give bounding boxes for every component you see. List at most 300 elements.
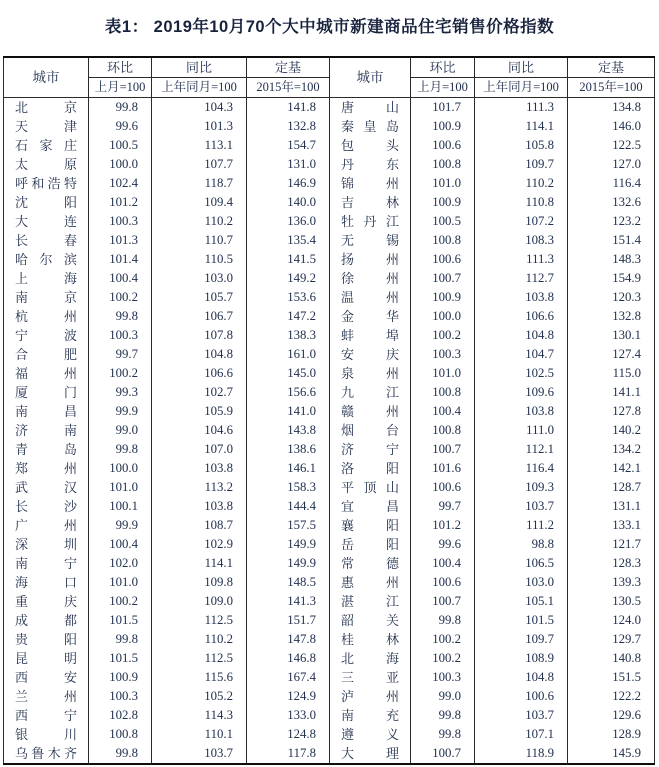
header-yoy-left: 同比 [152, 57, 247, 78]
mom-value-cell: 100.3 [89, 212, 152, 231]
city-cell: 扬州 [330, 250, 411, 269]
base-value-cell: 142.1 [568, 459, 655, 478]
city-cell: 武汉 [4, 478, 89, 497]
mom-value-cell: 99.0 [411, 687, 475, 706]
city-cell: 吉林 [330, 193, 411, 212]
mom-value-cell: 100.4 [411, 554, 475, 573]
base-value-cell: 127.4 [568, 345, 655, 364]
header-fixed-base-left: 2015年=100 [247, 78, 330, 98]
yoy-value-cell: 114.1 [475, 117, 568, 136]
table-row [4, 535, 655, 554]
mom-value-cell: 100.8 [411, 231, 475, 250]
city-cell: 重庆 [4, 592, 89, 611]
city-cell: 济宁 [330, 440, 411, 459]
base-value-cell: 141.1 [568, 383, 655, 402]
yoy-value-cell: 103.7 [475, 497, 568, 516]
base-value-cell: 123.2 [568, 212, 655, 231]
base-value-cell: 151.7 [247, 611, 330, 630]
table-row [4, 364, 655, 383]
city-cell: 无锡 [330, 231, 411, 250]
base-value-cell: 129.7 [568, 630, 655, 649]
yoy-value-cell: 118.9 [475, 744, 568, 764]
mom-value-cell: 99.8 [411, 611, 475, 630]
mom-value-cell: 100.4 [89, 269, 152, 288]
city-cell: 蚌埠 [330, 326, 411, 345]
base-value-cell: 134.8 [568, 98, 655, 118]
yoy-value-cell: 112.5 [152, 611, 247, 630]
yoy-value-cell: 109.0 [152, 592, 247, 611]
base-value-cell: 130.5 [568, 592, 655, 611]
yoy-value-cell: 115.6 [152, 668, 247, 687]
mom-value-cell: 100.7 [411, 592, 475, 611]
yoy-value-cell: 108.7 [152, 516, 247, 535]
base-value-cell: 148.5 [247, 573, 330, 592]
header-yoy-base-right: 上年同月=100 [475, 78, 568, 98]
header-fixedbase-right: 定基 [568, 57, 655, 78]
city-cell: 丹东 [330, 155, 411, 174]
yoy-value-cell: 111.2 [475, 516, 568, 535]
header-mom-base-left: 上月=100 [89, 78, 152, 98]
base-value-cell: 151.4 [568, 231, 655, 250]
city-cell: 深圳 [4, 535, 89, 554]
yoy-value-cell: 106.7 [152, 307, 247, 326]
mom-value-cell: 100.2 [411, 326, 475, 345]
mom-value-cell: 100.6 [411, 478, 475, 497]
base-value-cell: 141.3 [247, 592, 330, 611]
yoy-value-cell: 104.3 [152, 98, 247, 118]
mom-value-cell: 100.3 [411, 345, 475, 364]
mom-value-cell: 100.8 [89, 725, 152, 744]
city-cell: 长春 [4, 231, 89, 250]
city-cell: 济南 [4, 421, 89, 440]
yoy-value-cell: 103.0 [152, 269, 247, 288]
mom-value-cell: 99.8 [89, 98, 152, 118]
base-value-cell: 145.9 [568, 744, 655, 764]
city-cell: 乌鲁木齐 [4, 744, 89, 764]
table-row [4, 212, 655, 231]
base-value-cell: 140.8 [568, 649, 655, 668]
city-cell: 韶关 [330, 611, 411, 630]
mom-value-cell: 101.4 [89, 250, 152, 269]
base-value-cell: 127.0 [568, 155, 655, 174]
yoy-value-cell: 110.1 [152, 725, 247, 744]
table-row [4, 269, 655, 288]
table-row [4, 706, 655, 725]
mom-value-cell: 100.6 [411, 136, 475, 155]
city-cell: 襄阳 [330, 516, 411, 535]
base-value-cell: 156.6 [247, 383, 330, 402]
base-value-cell: 141.8 [247, 98, 330, 118]
base-value-cell: 148.3 [568, 250, 655, 269]
city-cell: 泉州 [330, 364, 411, 383]
city-cell: 杭州 [4, 307, 89, 326]
yoy-value-cell: 107.1 [475, 725, 568, 744]
city-cell: 平顶山 [330, 478, 411, 497]
base-value-cell: 149.9 [247, 554, 330, 573]
yoy-value-cell: 107.8 [152, 326, 247, 345]
city-cell: 九江 [330, 383, 411, 402]
yoy-value-cell: 107.2 [475, 212, 568, 231]
city-cell: 北京 [4, 98, 89, 118]
base-value-cell: 153.6 [247, 288, 330, 307]
yoy-value-cell: 114.1 [152, 554, 247, 573]
header-city-right: 城市 [330, 57, 411, 98]
city-cell: 安庆 [330, 345, 411, 364]
city-cell: 上海 [4, 269, 89, 288]
yoy-value-cell: 110.2 [152, 630, 247, 649]
yoy-value-cell: 103.7 [152, 744, 247, 764]
city-cell: 包头 [330, 136, 411, 155]
base-value-cell: 122.2 [568, 687, 655, 706]
mom-value-cell: 100.4 [411, 402, 475, 421]
table-row [4, 440, 655, 459]
yoy-value-cell: 110.8 [475, 193, 568, 212]
base-value-cell: 136.0 [247, 212, 330, 231]
mom-value-cell: 101.5 [89, 649, 152, 668]
base-value-cell: 145.0 [247, 364, 330, 383]
mom-value-cell: 100.4 [89, 535, 152, 554]
mom-value-cell: 99.8 [89, 630, 152, 649]
yoy-value-cell: 112.5 [152, 649, 247, 668]
base-value-cell: 132.6 [568, 193, 655, 212]
city-cell: 银川 [4, 725, 89, 744]
base-value-cell: 132.8 [568, 307, 655, 326]
mom-value-cell: 101.5 [89, 611, 152, 630]
mom-value-cell: 100.0 [89, 155, 152, 174]
yoy-value-cell: 110.7 [152, 231, 247, 250]
city-cell: 宁波 [4, 326, 89, 345]
mom-value-cell: 100.5 [89, 136, 152, 155]
city-cell: 昆明 [4, 649, 89, 668]
table-row [4, 174, 655, 193]
yoy-value-cell: 103.7 [475, 706, 568, 725]
yoy-value-cell: 106.6 [152, 364, 247, 383]
yoy-value-cell: 109.7 [475, 630, 568, 649]
mom-value-cell: 102.4 [89, 174, 152, 193]
base-value-cell: 130.1 [568, 326, 655, 345]
mom-value-cell: 101.0 [411, 174, 475, 193]
city-cell: 海口 [4, 573, 89, 592]
base-value-cell: 146.1 [247, 459, 330, 478]
table-row [4, 497, 655, 516]
mom-value-cell: 99.7 [89, 345, 152, 364]
price-index-table [3, 56, 655, 765]
yoy-value-cell: 98.8 [475, 535, 568, 554]
base-value-cell: 115.0 [568, 364, 655, 383]
base-value-cell: 129.6 [568, 706, 655, 725]
city-cell: 岳阳 [330, 535, 411, 554]
table-header [4, 57, 655, 98]
mom-value-cell: 101.2 [411, 516, 475, 535]
base-value-cell: 124.0 [568, 611, 655, 630]
yoy-value-cell: 111.0 [475, 421, 568, 440]
yoy-value-cell: 106.5 [475, 554, 568, 573]
yoy-value-cell: 105.1 [475, 592, 568, 611]
mom-value-cell: 102.8 [89, 706, 152, 725]
base-value-cell: 161.0 [247, 345, 330, 364]
table-row [4, 345, 655, 364]
mom-value-cell: 100.9 [89, 668, 152, 687]
table-row [4, 516, 655, 535]
yoy-value-cell: 105.8 [475, 136, 568, 155]
yoy-value-cell: 104.8 [475, 326, 568, 345]
base-value-cell: 121.7 [568, 535, 655, 554]
city-cell: 长沙 [4, 497, 89, 516]
table-row [4, 459, 655, 478]
base-value-cell: 128.9 [568, 725, 655, 744]
base-value-cell: 140.0 [247, 193, 330, 212]
yoy-value-cell: 112.7 [475, 269, 568, 288]
table-row [4, 611, 655, 630]
base-value-cell: 146.0 [568, 117, 655, 136]
mom-value-cell: 101.0 [89, 478, 152, 497]
yoy-value-cell: 110.5 [152, 250, 247, 269]
city-cell: 遵义 [330, 725, 411, 744]
base-value-cell: 167.4 [247, 668, 330, 687]
base-value-cell: 128.7 [568, 478, 655, 497]
header-mom-right: 环比 [411, 57, 475, 78]
mom-value-cell: 100.2 [89, 364, 152, 383]
table-row [4, 630, 655, 649]
yoy-value-cell: 103.8 [152, 497, 247, 516]
mom-value-cell: 100.7 [411, 440, 475, 459]
yoy-value-cell: 111.3 [475, 98, 568, 118]
mom-value-cell: 100.2 [411, 649, 475, 668]
yoy-value-cell: 109.6 [475, 383, 568, 402]
yoy-value-cell: 110.2 [475, 174, 568, 193]
mom-value-cell: 100.9 [411, 117, 475, 136]
yoy-value-cell: 116.4 [475, 459, 568, 478]
mom-value-cell: 100.2 [89, 288, 152, 307]
base-value-cell: 146.8 [247, 649, 330, 668]
city-cell: 哈尔滨 [4, 250, 89, 269]
mom-value-cell: 101.2 [89, 193, 152, 212]
yoy-value-cell: 105.9 [152, 402, 247, 421]
base-value-cell: 154.7 [247, 136, 330, 155]
city-cell: 烟台 [330, 421, 411, 440]
base-value-cell: 134.2 [568, 440, 655, 459]
base-value-cell: 120.3 [568, 288, 655, 307]
header-fixedbase-left: 定基 [247, 57, 330, 78]
yoy-value-cell: 109.4 [152, 193, 247, 212]
yoy-value-cell: 109.3 [475, 478, 568, 497]
mom-value-cell: 100.9 [411, 288, 475, 307]
base-value-cell: 133.1 [568, 516, 655, 535]
base-value-cell: 124.9 [247, 687, 330, 706]
yoy-value-cell: 109.7 [475, 155, 568, 174]
header-mom-left: 环比 [89, 57, 152, 78]
base-value-cell: 140.2 [568, 421, 655, 440]
mom-value-cell: 99.9 [89, 402, 152, 421]
yoy-value-cell: 109.8 [152, 573, 247, 592]
yoy-value-cell: 111.3 [475, 250, 568, 269]
city-cell: 桂林 [330, 630, 411, 649]
mom-value-cell: 100.7 [411, 269, 475, 288]
city-cell: 三亚 [330, 668, 411, 687]
city-cell: 南宁 [4, 554, 89, 573]
base-value-cell: 146.9 [247, 174, 330, 193]
city-cell: 南京 [4, 288, 89, 307]
yoy-value-cell: 105.7 [152, 288, 247, 307]
mom-value-cell: 99.3 [89, 383, 152, 402]
mom-value-cell: 99.6 [411, 535, 475, 554]
city-cell: 厦门 [4, 383, 89, 402]
city-cell: 北海 [330, 649, 411, 668]
city-cell: 郑州 [4, 459, 89, 478]
city-cell: 天津 [4, 117, 89, 136]
city-cell: 南昌 [4, 402, 89, 421]
city-cell: 南充 [330, 706, 411, 725]
base-value-cell: 149.9 [247, 535, 330, 554]
mom-value-cell: 100.6 [411, 573, 475, 592]
yoy-value-cell: 108.3 [475, 231, 568, 250]
base-value-cell: 124.8 [247, 725, 330, 744]
mom-value-cell: 100.9 [411, 193, 475, 212]
city-cell: 温州 [330, 288, 411, 307]
city-cell: 大连 [4, 212, 89, 231]
mom-value-cell: 99.9 [89, 516, 152, 535]
table-row [4, 668, 655, 687]
table-row [4, 725, 655, 744]
yoy-value-cell: 100.6 [475, 687, 568, 706]
table-row [4, 98, 655, 118]
mom-value-cell: 99.8 [89, 744, 152, 764]
base-value-cell: 144.4 [247, 497, 330, 516]
base-value-cell: 122.5 [568, 136, 655, 155]
table-row [4, 554, 655, 573]
yoy-value-cell: 103.8 [475, 402, 568, 421]
mom-value-cell: 100.7 [411, 744, 475, 764]
city-cell: 宜昌 [330, 497, 411, 516]
city-cell: 成都 [4, 611, 89, 630]
yoy-value-cell: 103.8 [475, 288, 568, 307]
yoy-value-cell: 104.7 [475, 345, 568, 364]
city-cell: 合肥 [4, 345, 89, 364]
yoy-value-cell: 107.7 [152, 155, 247, 174]
yoy-value-cell: 118.7 [152, 174, 247, 193]
base-value-cell: 151.5 [568, 668, 655, 687]
yoy-value-cell: 101.5 [475, 611, 568, 630]
table-row [4, 117, 655, 136]
city-cell: 石家庄 [4, 136, 89, 155]
mom-value-cell: 100.1 [89, 497, 152, 516]
table-row [4, 307, 655, 326]
header-mom-base-right: 上月=100 [411, 78, 475, 98]
base-value-cell: 139.3 [568, 573, 655, 592]
mom-value-cell: 100.6 [411, 250, 475, 269]
table-row [4, 592, 655, 611]
city-cell: 锦州 [330, 174, 411, 193]
table-body [4, 98, 655, 765]
table-row [4, 649, 655, 668]
mom-value-cell: 99.0 [89, 421, 152, 440]
table-row [4, 573, 655, 592]
city-cell: 洛阳 [330, 459, 411, 478]
table-row [4, 155, 655, 174]
header-yoy-base-left: 上年同月=100 [152, 78, 247, 98]
base-value-cell: 133.0 [247, 706, 330, 725]
base-value-cell: 147.8 [247, 630, 330, 649]
mom-value-cell: 100.0 [89, 459, 152, 478]
yoy-value-cell: 105.2 [152, 687, 247, 706]
yoy-value-cell: 114.3 [152, 706, 247, 725]
city-cell: 福州 [4, 364, 89, 383]
city-cell: 太原 [4, 155, 89, 174]
yoy-value-cell: 107.0 [152, 440, 247, 459]
mom-value-cell: 101.3 [89, 231, 152, 250]
table-row [4, 250, 655, 269]
city-cell: 大理 [330, 744, 411, 764]
mom-value-cell: 101.7 [411, 98, 475, 118]
base-value-cell: 128.3 [568, 554, 655, 573]
base-value-cell: 131.0 [247, 155, 330, 174]
mom-value-cell: 99.7 [411, 497, 475, 516]
table-row [4, 136, 655, 155]
base-value-cell: 127.8 [568, 402, 655, 421]
yoy-value-cell: 102.7 [152, 383, 247, 402]
mom-value-cell: 101.0 [89, 573, 152, 592]
mom-value-cell: 100.8 [411, 383, 475, 402]
table-row [4, 193, 655, 212]
mom-value-cell: 100.3 [411, 668, 475, 687]
base-value-cell: 157.5 [247, 516, 330, 535]
table-row [4, 478, 655, 497]
base-value-cell: 143.8 [247, 421, 330, 440]
base-value-cell: 116.4 [568, 174, 655, 193]
mom-value-cell: 100.5 [411, 212, 475, 231]
city-cell: 常德 [330, 554, 411, 573]
mom-value-cell: 100.3 [89, 687, 152, 706]
mom-value-cell: 101.0 [411, 364, 475, 383]
table-row [4, 402, 655, 421]
mom-value-cell: 99.8 [89, 440, 152, 459]
base-value-cell: 117.8 [247, 744, 330, 764]
mom-value-cell: 102.0 [89, 554, 152, 573]
table-row [4, 687, 655, 706]
table-row [4, 421, 655, 440]
base-value-cell: 154.9 [568, 269, 655, 288]
base-value-cell: 138.3 [247, 326, 330, 345]
table-row [4, 288, 655, 307]
table-row [4, 744, 655, 764]
yoy-value-cell: 112.1 [475, 440, 568, 459]
mom-value-cell: 101.6 [411, 459, 475, 478]
mom-value-cell: 100.2 [89, 592, 152, 611]
city-cell: 呼和浩特 [4, 174, 89, 193]
mom-value-cell: 100.8 [411, 421, 475, 440]
yoy-value-cell: 101.3 [152, 117, 247, 136]
mom-value-cell: 99.8 [411, 706, 475, 725]
header-fixed-base-right: 2015年=100 [568, 78, 655, 98]
city-cell: 牡丹江 [330, 212, 411, 231]
table-row [4, 231, 655, 250]
base-value-cell: 132.8 [247, 117, 330, 136]
city-cell: 沈阳 [4, 193, 89, 212]
mom-value-cell: 99.6 [89, 117, 152, 136]
yoy-value-cell: 106.6 [475, 307, 568, 326]
base-value-cell: 141.5 [247, 250, 330, 269]
mom-value-cell: 99.8 [411, 725, 475, 744]
base-value-cell: 135.4 [247, 231, 330, 250]
yoy-value-cell: 104.8 [475, 668, 568, 687]
yoy-value-cell: 113.2 [152, 478, 247, 497]
yoy-value-cell: 102.9 [152, 535, 247, 554]
mom-value-cell: 100.0 [411, 307, 475, 326]
yoy-value-cell: 104.8 [152, 345, 247, 364]
yoy-value-cell: 113.1 [152, 136, 247, 155]
header-city-left: 城市 [4, 57, 89, 98]
mom-value-cell: 99.8 [89, 307, 152, 326]
